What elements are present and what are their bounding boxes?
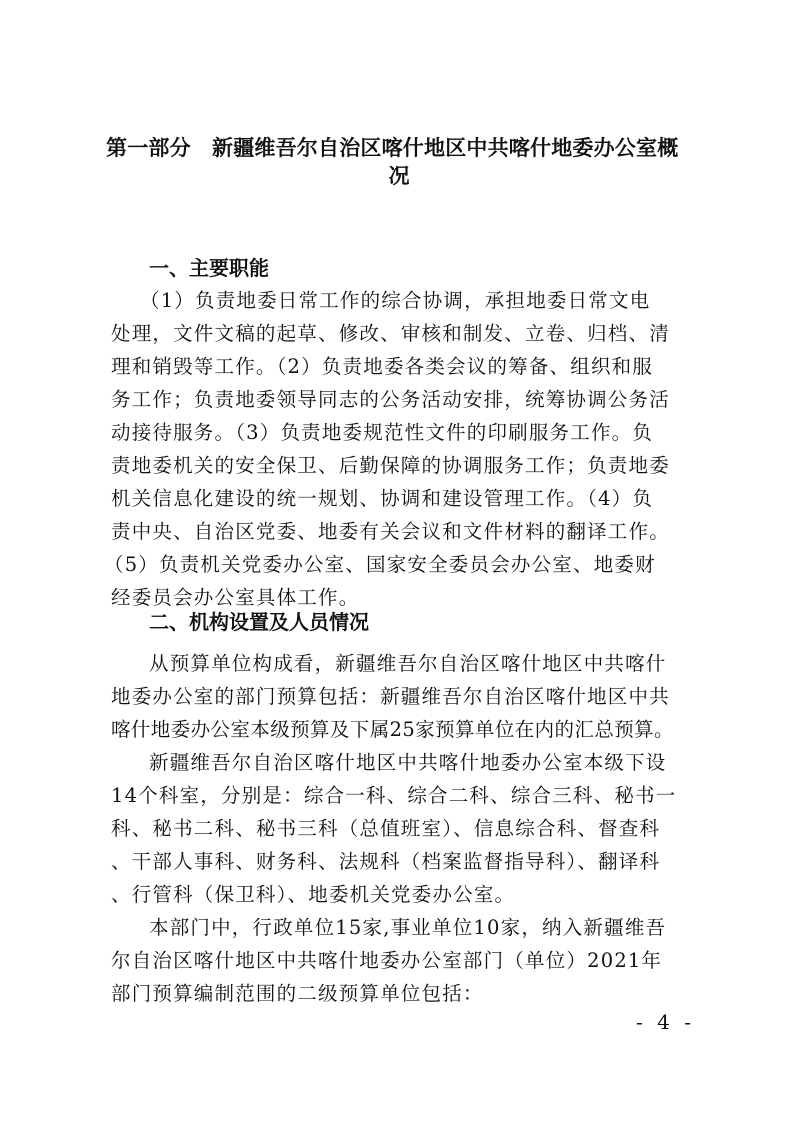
text-line: 科、秘书二科、秘书三科（总值班室）、信息综合科、督查科 [111, 817, 661, 840]
text-line: 地委办公室的部门预算包括：新疆维吾尔自治区喀什地区中共 [111, 685, 670, 708]
text-line: 责地委机关的安全保卫、后勤保障的协调服务工作；负责地委 [111, 454, 670, 477]
text-line: 部门预算编制范围的二级预算单位包括： [111, 982, 484, 1005]
text-line: 、行管科（保卫科）、地委机关党委办公室。 [111, 883, 516, 906]
text-line: 喀什地委办公室本级预算及下属25家预算单位在内的汇总预算。 [111, 718, 674, 741]
text-line: 处理，文件文稿的起草、修改、审核和制发、立卷、归档、清 [111, 322, 670, 345]
text-line: 新疆维吾尔自治区喀什地区中共喀什地委办公室本级下设 [149, 751, 667, 774]
text-line: 本部门中，行政单位15家,事业单位10家，纳入新疆维吾 [149, 916, 667, 939]
text-line: 理和销毁等工作。（2）负责地委各类会议的筹备、组织和服 [111, 355, 654, 378]
text-line: 尔自治区喀什地区中共喀什地委办公室部门（单位）2021年 [111, 949, 663, 972]
text-line: 14个科室，分别是：综合一科、综合二科、综合三科、秘书一 [111, 784, 677, 807]
text-line: 务工作；负责地委领导同志的公务活动安排，统筹协调公务活 [111, 388, 670, 411]
page-title [106, 134, 706, 190]
text-line: 、干部人事科、财务科、法规科（档案监督指导科）、翻译科 [111, 850, 661, 873]
text-line: 从预算单位构成看，新疆维吾尔自治区喀什地区中共喀什 [149, 652, 667, 675]
page-number: - 4 - [636, 1010, 695, 1034]
section-heading-functions: 一、主要职能 [149, 256, 269, 280]
text-line: 动接待服务。（3）负责地委规范性文件的印刷服务工作。负 [111, 421, 654, 444]
title-line-1: 第一部分 新疆维吾尔自治区喀什地区中共喀什地委办公室概 [106, 136, 679, 160]
text-line: （1）负责地委日常工作的综合协调，承担地委日常文电 [140, 289, 651, 312]
text-line: 责中央、自治区党委、地委有关会议和文件材料的翻译工作。 [111, 520, 670, 543]
section-heading-organization: 二、机构设置及人员情况 [149, 610, 369, 634]
text-line: 经委员会办公室具体工作。 [111, 586, 360, 609]
text-line: （5）负责机关党委办公室、国家安全委员会办公室、地委财 [104, 553, 656, 576]
text-line: 机关信息化建设的统一规划、协调和建设管理工作。（4）负 [111, 487, 654, 510]
title-line-2: 况 [388, 164, 410, 188]
